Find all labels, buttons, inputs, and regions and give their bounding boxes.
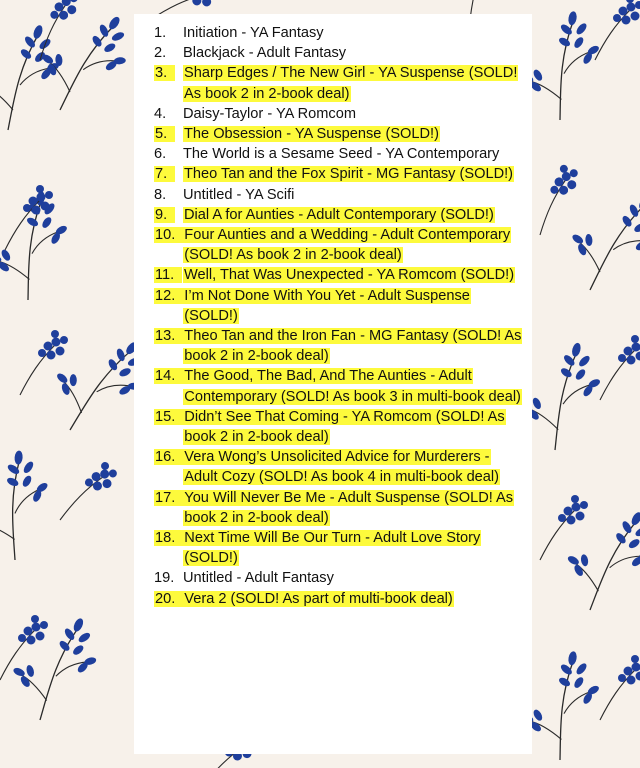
book-number: 20.: [152, 589, 183, 609]
book-number: 8.: [154, 186, 167, 203]
book-title: Daisy-Taylor - YA Romcom: [183, 105, 356, 122]
book-item: [152, 447, 522, 487]
book-title: Theo Tan and the Fox Spirit - MG Fantasy (SOLD!): [184, 166, 514, 183]
book-number: 11.: [152, 265, 183, 285]
book-number: 6.: [154, 146, 167, 163]
book-number: 12.: [152, 286, 183, 306]
book-title: Untitled - Adult Fantasy: [183, 570, 334, 587]
book-title: Blackjack - Adult Fantasy: [183, 45, 347, 62]
book-number: 14.: [152, 366, 183, 386]
book-title: Theo Tan and the Iron Fan - MG Fantasy (SOLD! As book 2 in 2-book deal): [184, 328, 522, 365]
book-number: 5.: [152, 124, 183, 144]
book-item: [152, 164, 522, 184]
book-title: Vera Wong’s Unsolicited Advice for Murderers - Adult Cozy (SOLD! As book 4 in multi-book deal): [184, 449, 500, 486]
book-number: 17.: [152, 488, 183, 508]
book-title: The Good, The Bad, And The Aunties - Adult Contemporary (SOLD! As book 3 in multi-book deal): [184, 368, 521, 405]
book-number: 16.: [152, 447, 183, 467]
book-item: [152, 205, 522, 225]
book-item: [152, 488, 522, 528]
book-title: The Obsession - YA Suspense (SOLD!): [184, 126, 439, 143]
book-list-card: [134, 14, 532, 754]
book-item: [152, 43, 522, 63]
book-title: Well, That Was Unexpected - YA Romcom (SOLD!): [184, 267, 515, 284]
book-item: [152, 407, 522, 447]
book-title: Initiation - YA Fantasy: [183, 25, 324, 41]
book-number: 1.: [154, 25, 167, 41]
book-item: [152, 23, 522, 43]
book-item: [152, 589, 522, 609]
book-item: [152, 326, 522, 366]
book-item: [152, 63, 522, 103]
book-title: Next Time Will Be Our Turn - Adult Love Story (SOLD!): [184, 530, 481, 567]
book-item: [152, 286, 522, 326]
book-item: [152, 225, 522, 265]
book-item: [152, 144, 522, 164]
book-title: Vera 2 (SOLD! As part of multi-book deal): [184, 590, 453, 607]
book-item: [152, 528, 522, 568]
book-title: Dial A for Aunties - Adult Contemporary (SOLD!): [184, 206, 494, 223]
book-item: [152, 265, 522, 285]
book-title: I’m Not Done With You Yet - Adult Suspense (SOLD!): [184, 287, 470, 324]
book-item: [152, 366, 522, 406]
book-number: 13.: [152, 326, 183, 346]
book-number: 7.: [152, 164, 183, 184]
book-number: 10.: [152, 225, 183, 245]
book-title: Four Aunties and a Wedding - Adult Contemporary (SOLD! As book 2 in 2-book deal): [184, 227, 511, 264]
book-title: The World is a Sesame Seed - YA Contemporary: [183, 146, 500, 163]
book-number: 18.: [152, 528, 183, 548]
book-title: Sharp Edges / The New Girl - YA Suspense (SOLD! As book 2 in 2-book deal): [184, 65, 518, 102]
book-number: 19.: [154, 570, 175, 587]
book-item: [152, 104, 522, 124]
book-number: 15.: [152, 407, 183, 427]
book-number: 4.: [154, 105, 167, 122]
book-title: Didn’t See That Coming - YA Romcom (SOLD! As book 2 in 2-book deal): [184, 408, 505, 446]
book-title: Untitled - YA Scifi: [183, 186, 295, 203]
book-item: [152, 568, 522, 588]
book-number: 2.: [154, 45, 167, 62]
book-item: [152, 185, 522, 205]
book-title: You Will Never Be Me - Adult Suspense (SOLD! As book 2 in 2-book deal): [184, 489, 514, 526]
book-list: [152, 23, 522, 609]
book-number: 9.: [152, 205, 183, 225]
book-number: 3.: [152, 63, 183, 83]
book-item: [152, 124, 522, 144]
